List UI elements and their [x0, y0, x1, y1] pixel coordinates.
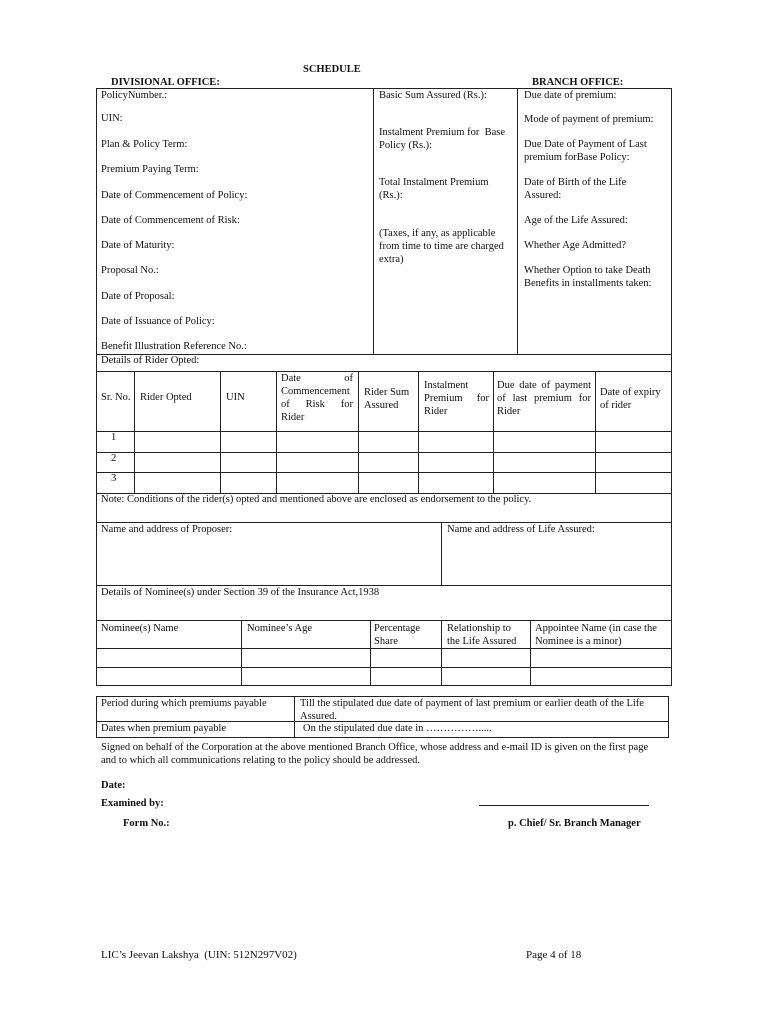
manager-label: p. Chief/ Sr. Branch Manager — [508, 818, 641, 829]
divider — [530, 620, 531, 686]
examined-by-label: Examined by: — [101, 798, 164, 809]
nominee-header-name: Nominee(s) Name — [101, 623, 179, 634]
divider — [373, 88, 374, 354]
divider — [595, 371, 596, 493]
divider — [96, 472, 672, 473]
signed-statement: Signed on behalf of the Corporation at the above mentioned Branch Office, whose address and e-mail ID is given on the first page and to which all communications relating to the policy should be addressed. — [101, 742, 649, 766]
instalment-premium-label: Instalment Premium for Base Policy (Rs.): — [379, 127, 505, 151]
branch-office-label: BRANCH OFFICE: — [532, 77, 624, 88]
footer-plan-name: LIC’s Jeevan Lakshya (UIN: 512N297V02) — [101, 949, 297, 961]
nominee-header-appointee: Appointee Name (in case the Nominee is a minor) — [535, 623, 657, 647]
proposal-no-label: Proposal No.: — [101, 265, 159, 276]
proposal-date-label: Date of Proposal: — [101, 291, 175, 302]
rider-header-opted: Rider Opted — [140, 392, 192, 403]
benefit-illustration-label: Benefit Illustration Reference No.: — [101, 341, 247, 352]
rider-header-expiry: Date of expiry of rider — [600, 387, 661, 411]
rider-header-uin: UIN — [226, 392, 245, 403]
form-no-label: Form No.: — [123, 818, 170, 829]
footer-page-number: Page 4 of 18 — [526, 949, 582, 961]
divider — [517, 88, 518, 354]
rider-row-number: 2 — [111, 453, 117, 464]
divider — [358, 371, 359, 493]
uin-label: UIN: — [101, 113, 123, 124]
divider — [96, 648, 672, 649]
rider-header-srno: Sr. No. — [101, 392, 131, 403]
rider-header-due-date: Due date of payment of last premium for Rider — [497, 380, 591, 417]
divider — [96, 667, 672, 668]
last-premium-due-label: Due Date of Payment of Last premium forBase Policy: — [524, 139, 647, 163]
rider-header-sum-assured: Rider Sum Assured — [364, 387, 410, 411]
premium-dates-value: On the stipulated due date in ……………..... — [303, 723, 492, 734]
divider — [418, 371, 419, 493]
rider-note: Note: Conditions of the rider(s) opted and mentioned above are enclosed as endorsement to the policy. — [101, 494, 532, 505]
schedule-title: SCHEDULE — [303, 64, 361, 75]
rider-header-instalment: Instalment Premium for Rider — [424, 380, 489, 417]
nominee-header-relationship: Relationship to the Life Assured — [447, 623, 517, 647]
divider — [370, 620, 371, 686]
rider-row-number: 3 — [111, 473, 117, 484]
premium-period-value: Till the stipulated due date of payment of last premium or earlier death of the Life Assured. — [300, 698, 644, 722]
issuance-date-label: Date of Issuance of Policy: — [101, 316, 215, 327]
mode-of-payment-label: Mode of payment of premium: — [524, 114, 654, 125]
due-date-premium-label: Due date of premium: — [524, 90, 617, 101]
divider — [241, 620, 242, 686]
premium-dates-label: Dates when premium payable — [101, 723, 227, 734]
divider — [276, 371, 277, 493]
divider — [493, 371, 494, 493]
divider — [96, 431, 672, 432]
nominee-header-share: Percentage Share — [374, 623, 421, 647]
nominee-header-age: Nominee’s Age — [247, 623, 313, 634]
maturity-date-label: Date of Maturity: — [101, 240, 175, 251]
age-life-assured-label: Age of the Life Assured: — [524, 215, 628, 226]
divider — [96, 452, 672, 453]
premium-paying-term-label: Premium Paying Term: — [101, 164, 199, 175]
divider — [96, 371, 672, 372]
divider — [134, 371, 135, 493]
date-label: Date: — [101, 780, 126, 791]
total-instalment-premium-label: Total Instalment Premium (Rs.): — [379, 177, 489, 201]
divisional-office-label: DIVISIONAL OFFICE: — [111, 77, 220, 88]
nominee-title: Details of Nominee(s) under Section 39 of the Insurance Act,1938 — [101, 587, 380, 598]
commencement-policy-label: Date of Commencement of Policy: — [101, 190, 248, 201]
rider-title: Details of Rider Opted: — [101, 355, 200, 366]
proposer-label: Name and address of Proposer: — [101, 524, 233, 535]
dob-life-assured-label: Date of Birth of the Life Assured: — [524, 177, 627, 201]
signature-line — [479, 805, 649, 806]
death-benefit-option-label: Whether Option to take Death Benefits in installments taken: — [524, 265, 652, 289]
basic-sum-assured-label: Basic Sum Assured (Rs.): — [379, 90, 487, 101]
age-admitted-label: Whether Age Admitted? — [524, 240, 627, 251]
divider — [441, 522, 442, 586]
life-assured-label: Name and address of Life Assured: — [447, 524, 595, 535]
rider-header-commencement: Date of Commencement of Risk for Rider — [281, 373, 353, 423]
divider — [441, 620, 442, 686]
rider-row-number: 1 — [111, 432, 117, 443]
taxes-note: (Taxes, if any, as applicable from time to time are charged extra) — [379, 228, 504, 265]
policy-number-label: PolicyNumber.: — [101, 90, 168, 101]
divider — [96, 620, 672, 621]
divider — [294, 696, 295, 738]
plan-term-label: Plan & Policy Term: — [101, 139, 188, 150]
premium-period-label: Period during which premiums payable — [101, 698, 267, 709]
commencement-risk-label: Date of Commencement of Risk: — [101, 215, 240, 226]
divider — [220, 371, 221, 493]
